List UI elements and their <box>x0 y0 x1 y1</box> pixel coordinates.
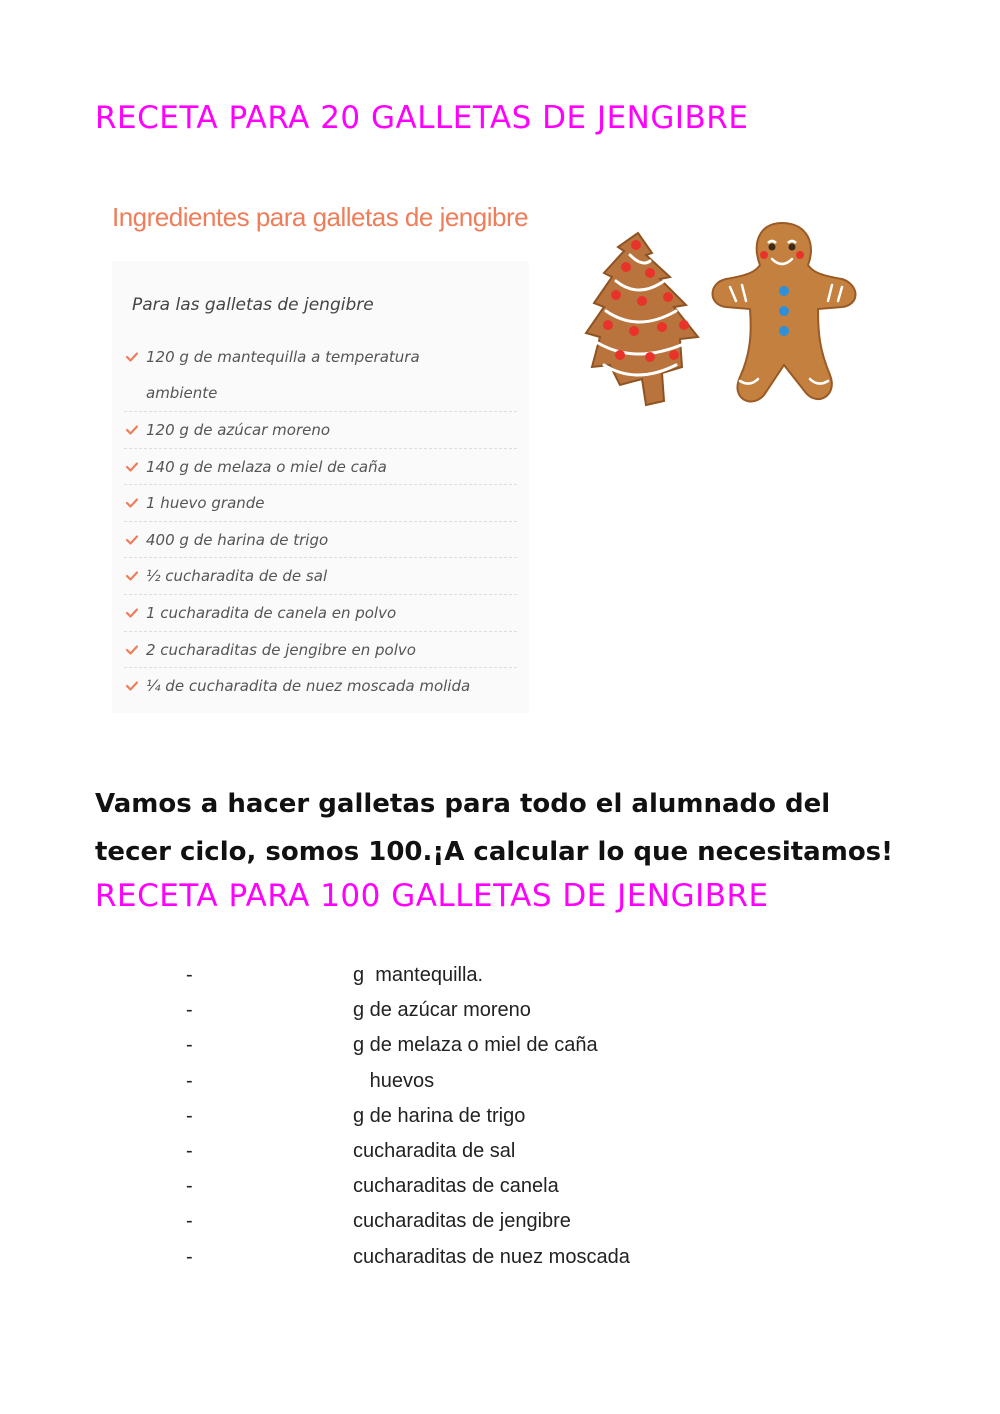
check-icon <box>126 558 140 594</box>
instructions-line-1: Vamos a hacer galletas para todo el alumnado del <box>95 789 831 819</box>
answer-dash: - <box>186 999 193 1022</box>
answer-list <box>0 958 1000 1275</box>
answer-dash: - <box>186 1139 193 1162</box>
answer-text: g mantequilla. <box>353 964 484 986</box>
answer-row[interactable] <box>0 1028 1000 1063</box>
ingredients-list <box>124 339 517 705</box>
answer-dash: - <box>186 1069 193 1092</box>
answer-dash: - <box>186 1210 193 1233</box>
ingredient-text: ½ cucharadita de de sal <box>146 567 328 586</box>
answer-row[interactable] <box>0 1169 1000 1204</box>
instructions-paragraph <box>95 780 955 876</box>
answer-text: g de harina de trigo <box>353 1104 526 1127</box>
ingredient-text: ¼ de cucharadita de nuez moscada molida <box>146 677 471 696</box>
list-item <box>124 595 517 632</box>
answer-dash: - <box>186 1034 193 1057</box>
answer-text: cucharaditas de nuez moscada <box>353 1245 630 1268</box>
answer-text: g de melaza o miel de caña <box>353 1034 598 1057</box>
answer-text: g de azúcar moreno <box>353 999 531 1022</box>
ingredients-subheading: Para las galletas de jengibre <box>132 295 374 315</box>
answer-text: cucharadita de sal <box>353 1139 516 1162</box>
check-icon <box>126 632 140 668</box>
ingredient-text: 400 g de harina de trigo <box>146 530 329 549</box>
list-item <box>124 412 517 449</box>
answer-row[interactable] <box>0 993 1000 1028</box>
ingredient-text: ambiente <box>146 384 218 402</box>
gingerbread-cookies-image <box>580 215 870 415</box>
answer-row[interactable] <box>0 1064 1000 1099</box>
answer-row[interactable] <box>0 1099 1000 1134</box>
list-item <box>124 485 517 522</box>
ingredient-text: 2 cucharaditas de jengibre en polvo <box>146 640 416 659</box>
ingredient-text: 120 g de azúcar moreno <box>146 421 331 439</box>
tree-cookie <box>586 233 698 405</box>
answer-row[interactable] <box>0 958 1000 993</box>
ingredients-card <box>112 261 529 713</box>
check-icon <box>126 595 140 631</box>
list-item <box>124 449 517 486</box>
instructions-line-2: tecer ciclo, somos 100.¡A calcular lo que necesitamos! <box>95 837 894 867</box>
check-icon <box>126 485 140 521</box>
answer-text: cucharaditas de canela <box>353 1175 559 1198</box>
answer-row[interactable] <box>0 1204 1000 1239</box>
gingerbread-man-cookie <box>713 223 856 401</box>
answer-text: cucharaditas de jengibre <box>353 1210 571 1233</box>
answer-row[interactable] <box>0 1240 1000 1275</box>
ingredient-text: 140 g de melaza o miel de caña <box>146 457 387 476</box>
answer-dash: - <box>186 1175 193 1198</box>
answer-dash: - <box>186 964 193 986</box>
list-item <box>124 558 517 595</box>
check-icon <box>126 339 140 375</box>
check-icon <box>126 522 140 558</box>
check-icon <box>126 449 140 485</box>
answer-dash: - <box>186 1104 193 1127</box>
ingredient-text: 1 cucharadita de canela en polvo <box>146 603 397 622</box>
list-item <box>124 522 517 559</box>
check-icon <box>126 668 140 704</box>
list-item <box>124 632 517 669</box>
answer-text: huevos <box>353 1069 435 1092</box>
answer-dash: - <box>186 1245 193 1268</box>
answer-row[interactable] <box>0 1134 1000 1169</box>
title-20-cookies: RECETA PARA 20 GALLETAS DE JENGIBRE <box>95 100 749 136</box>
ingredients-heading: Ingredientes para galletas de jengibre <box>112 202 529 232</box>
list-item <box>124 339 517 412</box>
title-100-cookies: RECETA PARA 100 GALLETAS DE JENGIBRE <box>95 878 769 914</box>
list-item <box>124 668 517 705</box>
ingredient-text: 120 g de mantequilla a temperatura <box>146 348 420 366</box>
check-icon <box>126 412 140 448</box>
ingredient-text: 1 huevo grande <box>146 494 265 513</box>
